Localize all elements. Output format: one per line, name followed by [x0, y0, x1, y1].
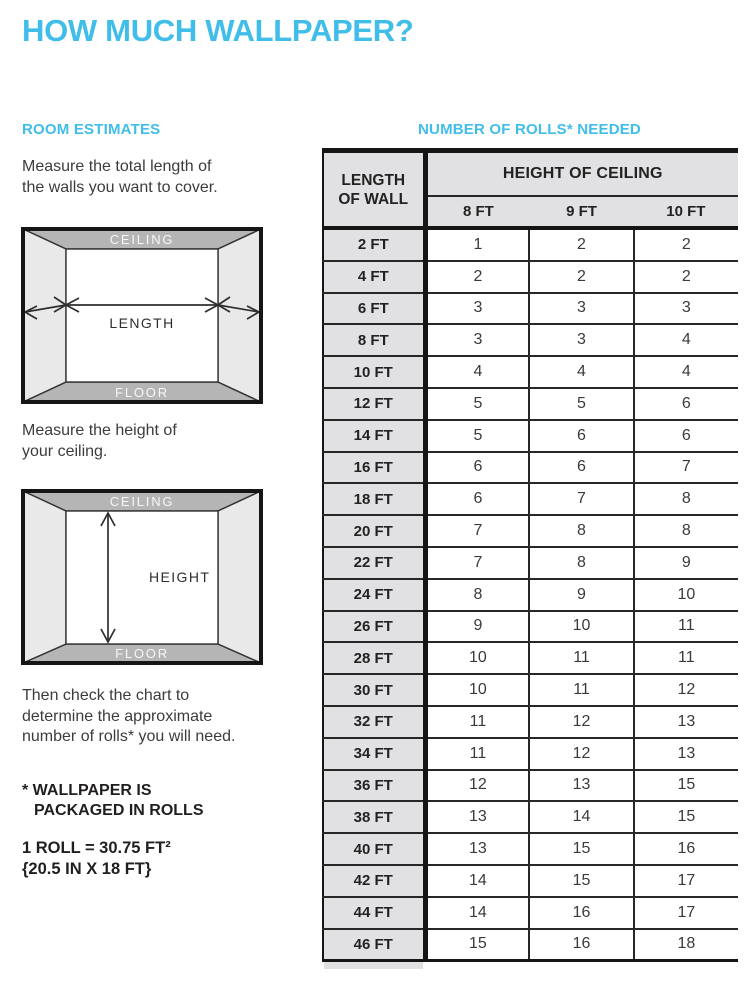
wall-length-cell: 22 FT: [323, 547, 425, 579]
rolls-value-cell: 12: [634, 674, 738, 706]
table-row: [323, 706, 738, 738]
rolls-value-cell: 11: [634, 642, 738, 674]
right-wall: [218, 491, 261, 663]
room-length-diagram: [21, 227, 263, 404]
table-row: [323, 228, 738, 261]
table-row: [323, 452, 738, 484]
rolls-value-cell: 12: [529, 738, 633, 770]
rolls-value-cell: 4: [529, 356, 633, 388]
rolls-value-cell: 13: [425, 833, 529, 865]
rolls-value-cell: 6: [529, 420, 633, 452]
wall-length-cell: 26 FT: [323, 611, 425, 643]
wall-length-cell: 44 FT: [323, 897, 425, 929]
rolls-value-cell: 14: [425, 865, 529, 897]
table-row: [323, 865, 738, 897]
table-row: [323, 642, 738, 674]
rolls-value-cell: 6: [634, 420, 738, 452]
floor-label: FLOOR: [115, 646, 169, 661]
rolls-value-cell: 11: [425, 706, 529, 738]
wall-length-cell: 20 FT: [323, 515, 425, 547]
rolls-value-cell: 13: [634, 738, 738, 770]
wall-length-cell: 10 FT: [323, 356, 425, 388]
wall-length-cell: 6 FT: [323, 293, 425, 325]
rolls-value-cell: 9: [425, 611, 529, 643]
instruction-check-chart: Then check the chart to determine the approximate number of rolls* you will need.: [22, 687, 236, 745]
rolls-value-cell: 6: [425, 483, 529, 515]
rolls-value-cell: 17: [634, 897, 738, 929]
rolls-value-cell: 3: [425, 324, 529, 356]
rolls-value-cell: 15: [529, 833, 633, 865]
rolls-value-cell: 8: [529, 547, 633, 579]
rolls-value-cell: 11: [425, 738, 529, 770]
table-row: [323, 833, 738, 865]
table-row: [323, 579, 738, 611]
rolls-value-cell: 2: [529, 228, 633, 261]
rolls-value-cell: 8: [634, 483, 738, 515]
rolls-value-cell: 11: [529, 674, 633, 706]
wall-length-cell: 2 FT: [323, 228, 425, 261]
table-row: [323, 738, 738, 770]
table-row: [323, 929, 738, 961]
rolls-value-cell: 14: [529, 801, 633, 833]
rolls-value-cell: 15: [634, 801, 738, 833]
wall-length-cell: 16 FT: [323, 452, 425, 484]
table-row: [323, 420, 738, 452]
room-estimates-heading: ROOM ESTIMATES: [22, 121, 161, 138]
label-column-strip: [324, 962, 423, 969]
wall-length-cell: 24 FT: [323, 579, 425, 611]
wallpaper-rolls-note: * WALLPAPER IS PACKAGED IN ROLLS: [22, 782, 204, 819]
length-label: LENGTH: [109, 315, 175, 331]
rolls-value-cell: 7: [425, 515, 529, 547]
col-header-length-of-wall: LENGTH OF WALL: [323, 151, 425, 229]
rolls-value-cell: 10: [425, 674, 529, 706]
rolls-value-cell: 1: [425, 228, 529, 261]
rolls-table: [322, 148, 738, 962]
floor-label: FLOOR: [115, 385, 169, 400]
rolls-value-cell: 8: [529, 515, 633, 547]
rolls-value-cell: 15: [425, 929, 529, 961]
rolls-needed-heading: NUMBER OF ROLLS* NEEDED: [418, 121, 641, 138]
rolls-value-cell: 10: [425, 642, 529, 674]
instruction-measure-height: Measure the height of your ceiling.: [22, 422, 177, 460]
rolls-value-cell: 3: [529, 324, 633, 356]
rolls-value-cell: 6: [634, 388, 738, 420]
rolls-value-cell: 12: [425, 770, 529, 802]
rolls-value-cell: 5: [425, 420, 529, 452]
rolls-value-cell: 13: [634, 706, 738, 738]
table-row: [323, 547, 738, 579]
rolls-value-cell: 5: [529, 388, 633, 420]
table-row: [323, 356, 738, 388]
rolls-value-cell: 3: [425, 293, 529, 325]
col-header-10ft: 10 FT: [634, 196, 738, 228]
rolls-value-cell: 9: [529, 579, 633, 611]
rolls-value-cell: 10: [529, 611, 633, 643]
table-row: [323, 801, 738, 833]
rolls-value-cell: 2: [634, 228, 738, 261]
rolls-value-cell: 3: [634, 293, 738, 325]
wall-length-cell: 28 FT: [323, 642, 425, 674]
rolls-value-cell: 2: [425, 261, 529, 293]
rolls-value-cell: 13: [529, 770, 633, 802]
wall-length-cell: 4 FT: [323, 261, 425, 293]
wall-length-cell: 14 FT: [323, 420, 425, 452]
rolls-value-cell: 18: [634, 929, 738, 961]
rolls-value-cell: 4: [634, 356, 738, 388]
table-row: [323, 674, 738, 706]
wall-length-cell: 40 FT: [323, 833, 425, 865]
rolls-value-cell: 10: [634, 579, 738, 611]
wall-length-cell: 38 FT: [323, 801, 425, 833]
rolls-value-cell: 6: [529, 452, 633, 484]
wall-length-cell: 42 FT: [323, 865, 425, 897]
wall-length-cell: 46 FT: [323, 929, 425, 961]
rolls-value-cell: 2: [529, 261, 633, 293]
wall-length-cell: 8 FT: [323, 324, 425, 356]
table-row: [323, 515, 738, 547]
rolls-value-cell: 11: [634, 611, 738, 643]
rolls-table-body: [323, 228, 738, 961]
table-row: [323, 483, 738, 515]
rolls-value-cell: 15: [529, 865, 633, 897]
rolls-value-cell: 7: [634, 452, 738, 484]
rolls-value-cell: 12: [529, 706, 633, 738]
rolls-value-cell: 8: [634, 515, 738, 547]
rolls-value-cell: 14: [425, 897, 529, 929]
wall-length-cell: 32 FT: [323, 706, 425, 738]
table-row: [323, 770, 738, 802]
rolls-value-cell: 17: [634, 865, 738, 897]
page-title: HOW MUCH WALLPAPER?: [22, 13, 414, 48]
rolls-value-cell: 16: [529, 929, 633, 961]
room-height-diagram: [21, 489, 263, 665]
table-row: [323, 293, 738, 325]
ceiling-label: CEILING: [109, 232, 175, 247]
left-wall: [23, 491, 66, 663]
rolls-value-cell: 7: [529, 483, 633, 515]
ceiling-label: CEILING: [109, 494, 175, 509]
height-label: HEIGHT: [149, 569, 211, 585]
rolls-value-cell: 11: [529, 642, 633, 674]
rolls-value-cell: 3: [529, 293, 633, 325]
rolls-value-cell: 5: [425, 388, 529, 420]
table-row: [323, 261, 738, 293]
instruction-measure-length: Measure the total length of the walls you want to cover.: [22, 158, 218, 196]
rolls-value-cell: 7: [425, 547, 529, 579]
table-row: [323, 388, 738, 420]
col-header-8ft: 8 FT: [425, 196, 529, 228]
rolls-value-cell: 13: [425, 801, 529, 833]
wall-length-cell: 30 FT: [323, 674, 425, 706]
col-header-height-of-ceiling: HEIGHT OF CEILING: [425, 151, 738, 197]
rolls-table-header: [323, 151, 738, 229]
rolls-value-cell: 8: [425, 579, 529, 611]
rolls-value-cell: 16: [634, 833, 738, 865]
rolls-table-container: [322, 148, 738, 962]
rolls-value-cell: 6: [425, 452, 529, 484]
rolls-value-cell: 16: [529, 897, 633, 929]
roll-size-info: 1 ROLL = 30.75 FT² {20.5 IN X 18 FT}: [22, 839, 171, 878]
rolls-value-cell: 9: [634, 547, 738, 579]
rolls-value-cell: 15: [634, 770, 738, 802]
wall-length-cell: 36 FT: [323, 770, 425, 802]
rolls-value-cell: 4: [425, 356, 529, 388]
table-row: [323, 611, 738, 643]
rolls-value-cell: 2: [634, 261, 738, 293]
table-row: [323, 897, 738, 929]
table-row: [323, 324, 738, 356]
wall-length-cell: 12 FT: [323, 388, 425, 420]
wall-length-cell: 34 FT: [323, 738, 425, 770]
col-header-9ft: 9 FT: [529, 196, 633, 228]
wall-length-cell: 18 FT: [323, 483, 425, 515]
rolls-value-cell: 4: [634, 324, 738, 356]
